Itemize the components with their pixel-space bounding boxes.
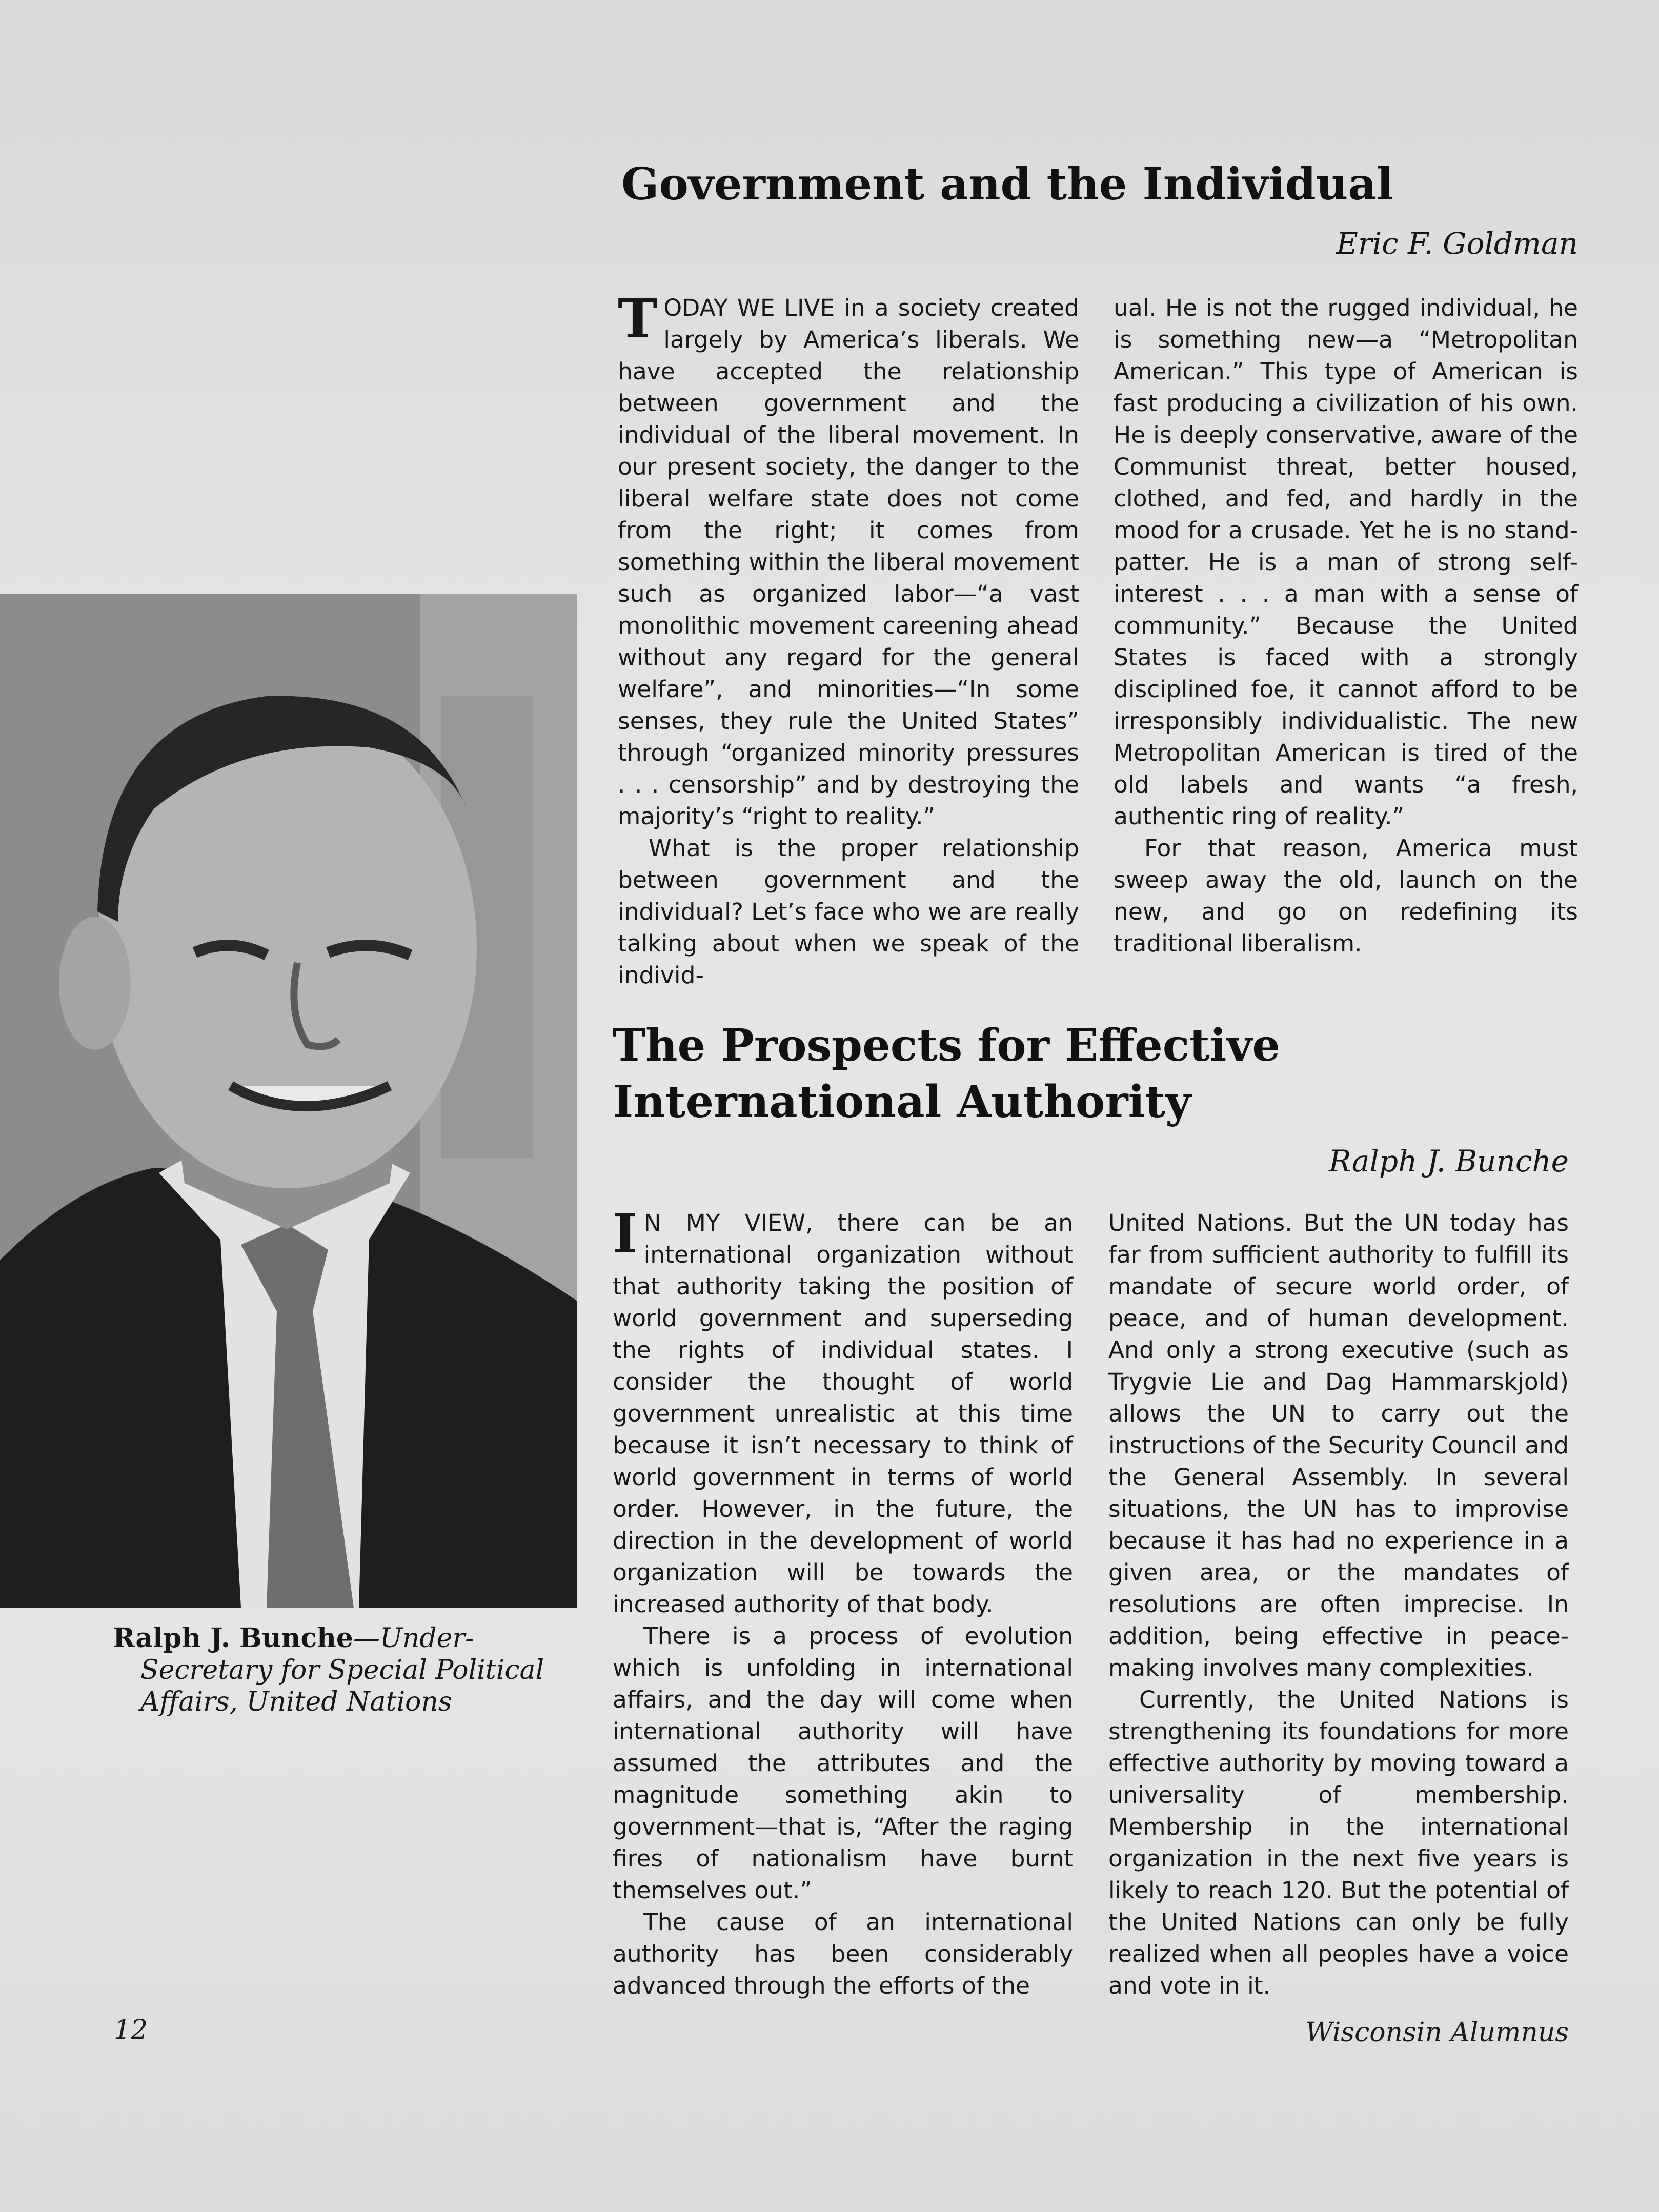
article2-paragraph: [613, 1202, 1073, 1620]
article-title-prospects-line-2: International Authority: [613, 1076, 1191, 1128]
portrait-illustration: [0, 594, 577, 1608]
article-title-prospects-line-1: The Prospects for Effective: [613, 1020, 1281, 1071]
publication-name: Wisconsin Alumnus: [1305, 2017, 1569, 2048]
article1-column-2: [1114, 292, 1578, 960]
article-author-goldman: Eric F. Goldman: [1336, 226, 1578, 261]
portrait-photo: [0, 594, 577, 1608]
article2-paragraph: The cause of an international authority has been considerably advanced through the efforts of the: [613, 1909, 1073, 1999]
article1-paragraph: ual. He is not the rugged individual, he is something new—a “Metropolitan American.” This type of American is fast producing a civilization of his own. He is deeply conservative, aware of the Communist threat, better housed, clothed, and fed, and hardly in the mood for a crusade. Yet he is no stand-patter. He is a man of strong self-interest . . . a man with a sense of community.” Because the United States is faced with a strongly disciplined foe, it cannot afford to be irresponsibly individualistic. The new Metropolitan American is tired of the old labels and wants “a fresh, authentic ring of reality.”: [1114, 294, 1578, 830]
lead-in: N MY VIEW,: [643, 1209, 813, 1236]
lead-in: ODAY WE LIVE: [663, 294, 835, 321]
article1-column-1: [618, 287, 1079, 991]
article2-paragraph: Currently, the United Nations is strengthening its foundations for more effective authority by moving toward a universality of membership. Membership in the international organization in the next five years is likely to reach 120. But the potential of the United Nations can only be fully realized when all peoples have a voice and vote in it.: [1108, 1686, 1569, 1999]
page-number: 12: [114, 2015, 148, 2045]
article-title-government-individual: Government and the Individual: [621, 158, 1393, 210]
article1-paragraph: [618, 287, 1079, 833]
photo-caption: [113, 1622, 577, 1718]
paragraph-text: in a society created largely by America’s liberals. We have accepted the relationship between government and the individual of the liberal movement. In our present society, the danger to the liberal welfare state does not come from the right; it comes from something within the liberal movement such as organized labor—“a vast monolithic movement careening ahead without any regard for the general welfare”, and minorities—“In some senses, they rule the United States” through “organized minority pressures . . . censorship” and by destroying the majority’s “right to reality.”: [618, 294, 1079, 830]
article-author-bunche: Ralph J. Bunche: [1328, 1144, 1569, 1179]
article2-column-2: [1108, 1207, 1569, 2002]
drop-cap: T: [618, 287, 658, 350]
article1-paragraph: What is the proper relationship between government and the individual? Let’s face who we are really talking about when we speak of the individ-: [618, 835, 1079, 989]
paragraph-text: there can be an international organization without that authority taking the position of world government and superseding the rights of individual states. I consider the thought of world government unrealistic at this time because it isn’t necessary to think of world government in terms of world order. However, in the future, the direction in the development of world organization will be towards the increased authority of that body.: [613, 1209, 1073, 1618]
article2-paragraph: There is a process of evolution which is unfolding in international affairs, and the day will come when international authority will have assumed the attributes and the magnitude something akin to government—that is, “After the raging fires of nationalism have burnt themselves out.”: [613, 1622, 1073, 1904]
caption-role: —Under-Secretary for Special Political Affairs, United Nations: [140, 1623, 544, 1717]
article2-paragraph: United Nations. But the UN today has far from sufficient authority to fulfill its mandate of secure world order, of peace, and of human development. And only a strong executive (such as Trygvie Lie and Dag Hammarskjold) allows the UN to carry out the instructions of the Security Council and the General Assembly. In several situations, the UN has to improvise because it has had no experience in a given area, or the mandates of resolutions are often imprecise. In addition, being effective in peace-making involves many complexities.: [1108, 1209, 1569, 1681]
caption-name: Ralph J. Bunche: [113, 1622, 354, 1654]
drop-cap: I: [613, 1202, 638, 1265]
article1-paragraph: For that reason, America must sweep away the old, launch on the new, and go on redefining its traditional liberalism.: [1114, 835, 1578, 957]
ear: [59, 917, 131, 1050]
article2-column-1: [613, 1202, 1073, 2002]
